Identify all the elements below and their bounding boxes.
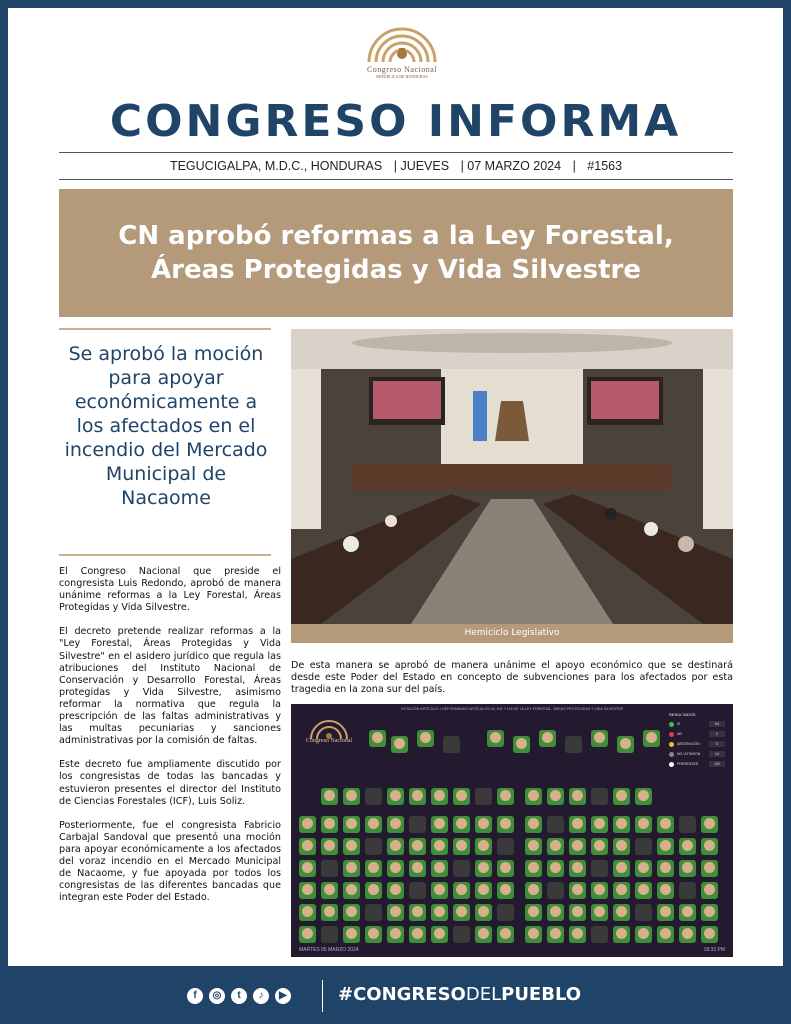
masthead-top-rule [59, 152, 733, 153]
photo-caption: Hemiciclo Legislativo [291, 624, 733, 643]
board-date: MARTES 05 MARZO 2024 [299, 947, 359, 953]
subhead-top-rule [59, 328, 271, 330]
deputy-seat [565, 736, 582, 753]
deputy-seat [701, 860, 718, 877]
deputy-seat [431, 838, 448, 855]
deputy-seat [569, 904, 586, 921]
deputy-seat [475, 904, 492, 921]
deputy-seat [343, 926, 360, 943]
deputy-seat [635, 926, 652, 943]
deputy-seat [657, 904, 674, 921]
legend-row-abstention [669, 742, 727, 748]
deputy-seat [679, 860, 696, 877]
deputy-seat [453, 788, 470, 805]
deputy-seat [525, 926, 542, 943]
hashtag-part: PUEBLO [501, 984, 582, 1005]
deputy-seat [591, 904, 608, 921]
logo-name: Congreso Nacional [366, 65, 438, 74]
deputy-seat [613, 904, 630, 921]
deputy-seat [365, 816, 382, 833]
facebook-icon[interactable]: f [187, 988, 203, 1004]
deputy-seat [321, 926, 338, 943]
deputy-seat [497, 882, 514, 899]
deputy-seat [299, 904, 316, 921]
hemicycle-emblem-icon [365, 24, 439, 64]
body-paragraph: Posteriormente, fue el congresista Fabricio Carbajal Sandoval que presentó una moción para apoyar económicamente a los afectados del voraz incendio en el Mercado Municipal de Nacaome, y fue apoyada por todos los congresistas de las diferentes bancadas que integran este Poder del Estado. [59, 819, 281, 904]
deputy-seat [387, 860, 404, 877]
deputy-seat [539, 730, 556, 747]
legend-value: 100 [709, 761, 725, 767]
congress-logo [354, 24, 450, 88]
hashtag-part: #CONGRESO [338, 984, 466, 1005]
deputy-seat [701, 838, 718, 855]
body-paragraph: Este decreto fue ampliamente discutido por los congresistas de todas las bancadas y estuvieron presentes el director del Instituto de Ciencias Forestales (ICF), Luis Soliz. [59, 759, 281, 807]
deputy-seat [497, 860, 514, 877]
deputy-seat [679, 904, 696, 921]
deputy-seat [547, 926, 564, 943]
deputy-seat [299, 816, 316, 833]
newsletter-page [8, 8, 783, 966]
deputy-seat [409, 788, 426, 805]
subhead: Se aprobó la moción para apoyar económicamente a los afectados en el incendio del Mercado Municipal de Nacaome [64, 343, 268, 509]
deputy-seat [497, 926, 514, 943]
deputy-seat [343, 838, 360, 855]
deputy-seat [525, 816, 542, 833]
deputy-seat [475, 882, 492, 899]
deputy-seat [321, 904, 338, 921]
deputy-seat [343, 882, 360, 899]
deputy-seat [431, 816, 448, 833]
deputy-seat [321, 788, 338, 805]
deputy-seat [299, 926, 316, 943]
legend-value: 0 [709, 731, 725, 737]
deputy-seat [679, 926, 696, 943]
deputy-seat [657, 860, 674, 877]
deputy-seat [409, 904, 426, 921]
dateline-place: TEGUCIGALPA, M.D.C., HONDURAS [169, 159, 383, 173]
deputy-seat [497, 904, 514, 921]
deputy-seat [387, 926, 404, 943]
deputy-seat [635, 860, 652, 877]
deputy-seat [547, 882, 564, 899]
deputy-seat [657, 926, 674, 943]
deputy-seat [547, 904, 564, 921]
legend-label: NO VOTARON [677, 752, 701, 756]
article-body [59, 566, 281, 916]
legend-row-present [669, 762, 727, 768]
deputy-seat [299, 838, 316, 855]
deputy-seat [547, 816, 564, 833]
headline-banner [59, 189, 733, 317]
deputy-seat [569, 838, 586, 855]
deputy-seat [343, 904, 360, 921]
deputy-seat [701, 904, 718, 921]
legend-dot [669, 732, 674, 737]
deputy-seat [591, 838, 608, 855]
board-time: 18:33 PM [703, 947, 725, 953]
deputy-seat [387, 904, 404, 921]
deputy-seat [487, 730, 504, 747]
legend-label: NO [677, 732, 683, 736]
deputy-seat [417, 730, 434, 747]
deputy-seat [475, 860, 492, 877]
deputy-seat [497, 788, 514, 805]
deputy-seat [569, 788, 586, 805]
body-paragraph: El Congreso Nacional que preside el congresista Luis Redondo, aprobó de manera unánime reformas a la Ley Forestal, Áreas Protegidas y Vida Silvestre. [59, 566, 281, 614]
deputy-seat [391, 736, 408, 753]
deputy-seat [299, 860, 316, 877]
deputy-seat [617, 736, 634, 753]
deputy-seat [635, 816, 652, 833]
subhead-bottom-rule [59, 554, 271, 556]
deputy-seat [657, 838, 674, 855]
deputy-seat [369, 730, 386, 747]
deputy-seat [299, 882, 316, 899]
deputy-seat [475, 838, 492, 855]
legend-row-no [669, 732, 727, 738]
lead-paragraph: De esta manera se aprobó de manera unánime el apoyo económico que se destinará desde este Poder del Estado en concepto de subvenciones para los afectados por esta tragedia en la zona sur del país. [291, 660, 733, 696]
deputy-seat [365, 904, 382, 921]
board-emblem-icon [309, 720, 349, 740]
deputy-seat [569, 926, 586, 943]
dateline [59, 159, 733, 173]
dateline-issue: #1563 [587, 159, 623, 173]
deputy-seat [635, 788, 652, 805]
deputy-seat [635, 904, 652, 921]
deputy-seat [365, 926, 382, 943]
deputy-seat [409, 860, 426, 877]
legend-label: ABSTENCIÓN [677, 742, 700, 746]
chamber-photo [291, 329, 733, 624]
footer-hashtag[interactable] [338, 984, 581, 1005]
deputy-seat [569, 860, 586, 877]
legend-value: 0 [709, 741, 725, 747]
deputy-seat [569, 816, 586, 833]
deputy-seat [387, 816, 404, 833]
voting-board [291, 704, 733, 957]
deputy-seat [431, 788, 448, 805]
deputy-seat [443, 736, 460, 753]
deputy-seat [591, 788, 608, 805]
legend-dot [669, 762, 674, 767]
legend-value: 14 [709, 751, 725, 757]
deputy-seat [643, 730, 660, 747]
tiktok-icon[interactable]: ♪ [253, 988, 269, 1004]
deputy-seat [321, 860, 338, 877]
deputy-seat [547, 788, 564, 805]
deputy-seat [657, 882, 674, 899]
deputy-seat [453, 904, 470, 921]
deputy-seat [387, 788, 404, 805]
masthead-title: CONGRESO INFORMA [109, 96, 682, 147]
deputy-seat [387, 838, 404, 855]
deputy-seat [321, 838, 338, 855]
deputy-seat [321, 882, 338, 899]
deputy-seat [431, 926, 448, 943]
deputy-seat [431, 904, 448, 921]
deputy-seat [547, 860, 564, 877]
deputy-seat [453, 882, 470, 899]
legend-label: SÍ [677, 722, 681, 726]
deputy-seat [321, 816, 338, 833]
deputy-seat [591, 882, 608, 899]
deputy-seat [525, 882, 542, 899]
deputy-seat [701, 816, 718, 833]
legend-row-yes [669, 722, 727, 728]
deputy-seat [591, 816, 608, 833]
youtube-icon[interactable]: ▶ [275, 988, 291, 1004]
deputy-seat [679, 882, 696, 899]
logo-subtitle: REPÚBLICA DE HONDURAS [376, 74, 428, 79]
deputy-seat [525, 904, 542, 921]
deputy-seat [525, 860, 542, 877]
board-brand: Congreso Nacional [305, 738, 353, 744]
deputy-seat [387, 882, 404, 899]
deputy-seat [431, 882, 448, 899]
legend-value: 84 [709, 721, 725, 727]
deputy-seat [635, 882, 652, 899]
legend-title: RESULTADOS [669, 712, 696, 717]
deputy-seat [475, 926, 492, 943]
deputy-seat [613, 838, 630, 855]
deputy-seat [613, 882, 630, 899]
deputy-seat [701, 926, 718, 943]
deputy-seat [591, 860, 608, 877]
chamber-photo-illustration [291, 329, 733, 624]
footer-divider [322, 980, 323, 1012]
deputy-seat [569, 882, 586, 899]
deputy-seat [613, 816, 630, 833]
deputy-seat [343, 788, 360, 805]
deputy-seat [635, 838, 652, 855]
footer-bar [0, 966, 791, 1024]
body-paragraph: El decreto pretende realizar reformas a la "Ley Forestal, Áreas Protegidas y Vida Silvestre" en el asidero jurídico que regula las atribuciones del Instituto Nacional de Conservación y Desarrollo Forestal, Áreas protegidas y Vida Silvestre, asimismo reformar la normativa que regula la prescripción de las faltas administrativas y las multas pecuniarias y sanciones administrativas por la comisión de faltas. [59, 626, 281, 747]
legend-label: PRESENTES [677, 762, 699, 766]
dateline-date: | 07 MARZO 2024 [460, 159, 562, 173]
board-title: VOTACIÓN ARTÍCULO 1 REFORMANDO ARTÍCULOS 18, 104 Y 105 DE LA LEY FORESTAL, ÁREAS PROTEGIDAS Y VIDA SILVESTRE [400, 707, 624, 711]
deputy-seat [343, 860, 360, 877]
hashtag-part: DEL [465, 984, 502, 1005]
deputy-seat [525, 838, 542, 855]
deputy-seat [591, 926, 608, 943]
dateline-day: | JUEVES [393, 159, 450, 173]
board-legend [669, 712, 727, 784]
deputy-seat [513, 736, 530, 753]
deputy-seat [679, 816, 696, 833]
deputy-seat [657, 816, 674, 833]
deputy-seat [475, 816, 492, 833]
deputy-seat [409, 882, 426, 899]
instagram-icon[interactable]: ◎ [209, 988, 225, 1004]
legend-dot [669, 722, 674, 727]
deputy-seat [431, 860, 448, 877]
deputy-seat [365, 788, 382, 805]
headline: CN aprobó reformas a la Ley Forestal, Áreas Protegidas y Vida Silvestre [118, 221, 674, 285]
deputy-seat [475, 788, 492, 805]
deputy-seat [547, 838, 564, 855]
deputy-seat [701, 882, 718, 899]
legend-dot [669, 752, 674, 757]
deputy-seat [365, 838, 382, 855]
deputy-seat [497, 816, 514, 833]
deputy-seat [525, 788, 542, 805]
deputy-seat [613, 788, 630, 805]
legend-row-not-voted [669, 752, 727, 758]
deputy-seat [343, 816, 360, 833]
deputy-seat [453, 838, 470, 855]
deputy-seat [591, 730, 608, 747]
masthead-bottom-rule [59, 179, 733, 180]
deputy-seat [365, 860, 382, 877]
deputy-seat [453, 926, 470, 943]
deputy-seat [409, 926, 426, 943]
dateline-separator: | [572, 159, 576, 173]
deputy-seat [679, 838, 696, 855]
deputy-seat [613, 860, 630, 877]
legend-dot [669, 742, 674, 747]
deputy-seat [453, 860, 470, 877]
deputy-seat [409, 838, 426, 855]
twitter-icon[interactable]: t [231, 988, 247, 1004]
deputy-seat [365, 882, 382, 899]
deputy-seat [409, 816, 426, 833]
deputy-seat [453, 816, 470, 833]
deputy-seat [497, 838, 514, 855]
deputy-seat [613, 926, 630, 943]
